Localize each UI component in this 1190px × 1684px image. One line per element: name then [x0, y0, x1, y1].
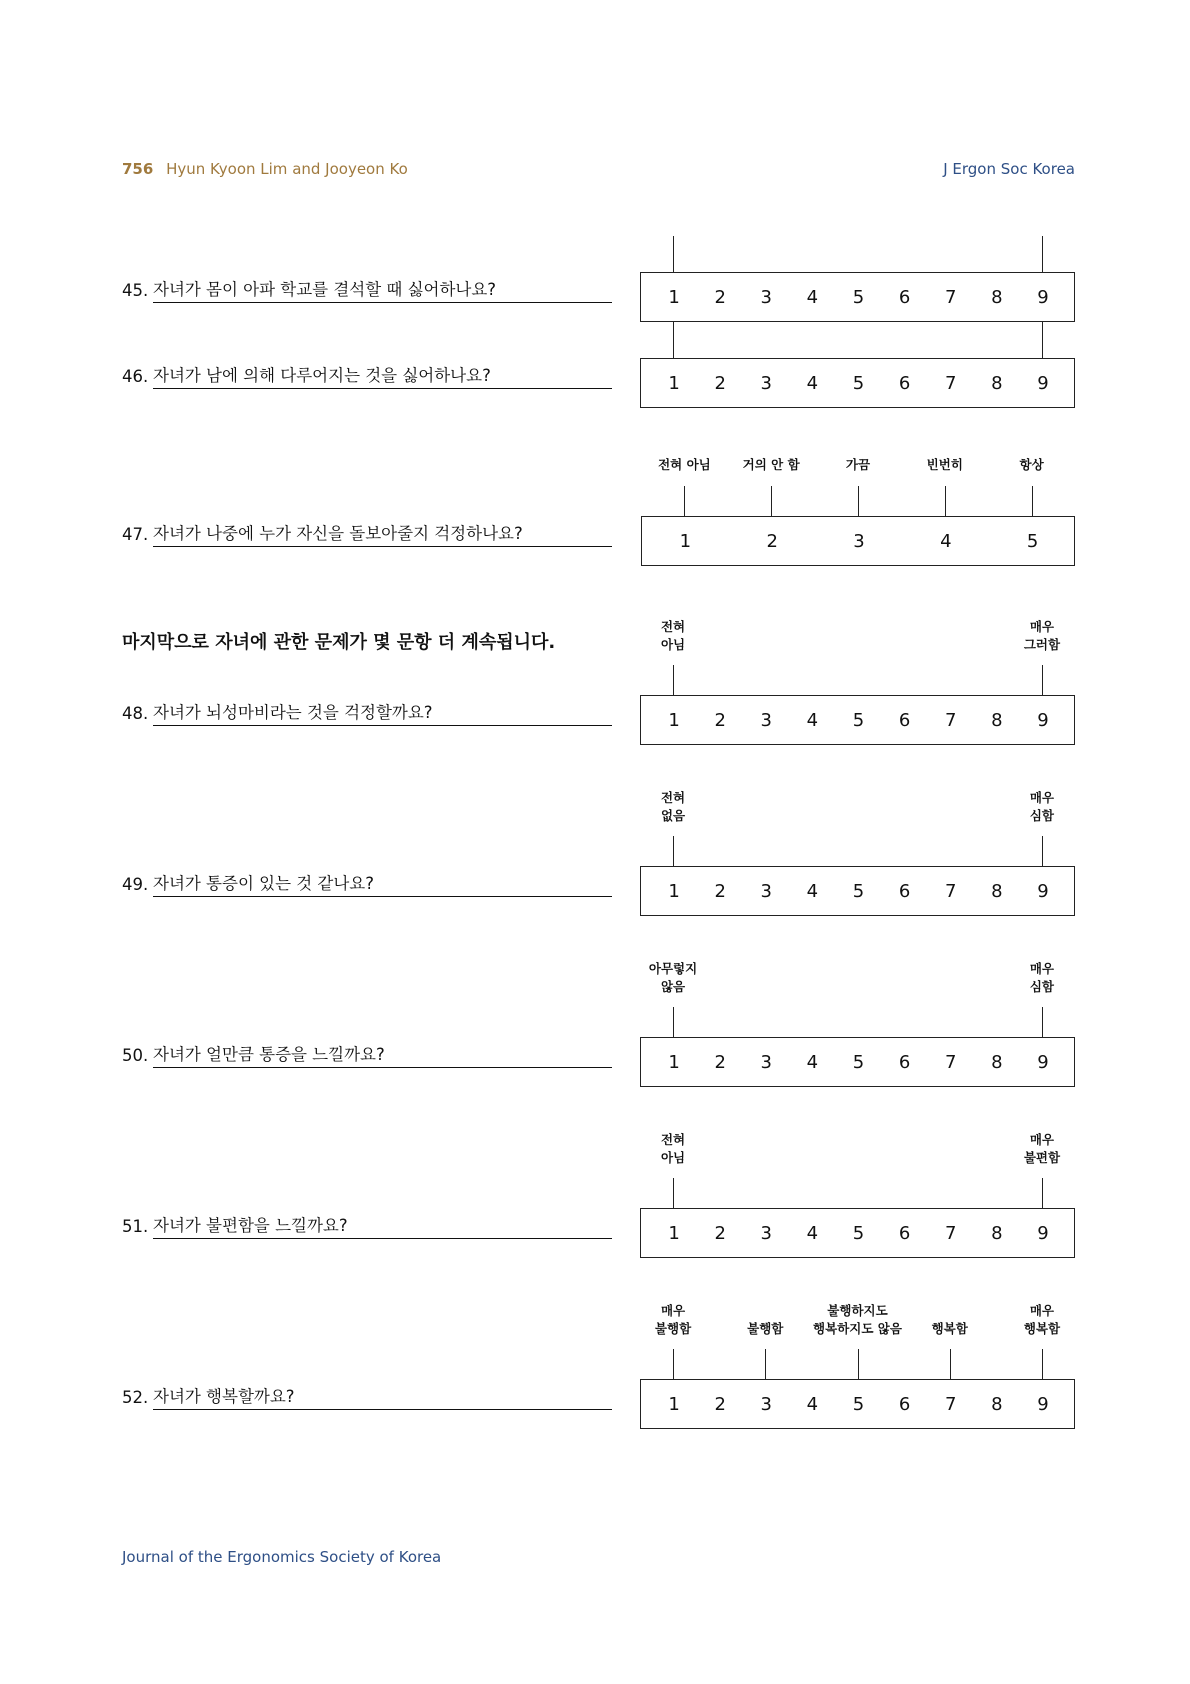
scale-option[interactable]: 7 — [944, 1393, 957, 1415]
scale-anchor-tick — [1042, 836, 1043, 866]
scale-option[interactable]: 7 — [944, 286, 957, 308]
scale-anchor-tick — [684, 486, 685, 516]
scale-anchor-label: 가끔 — [845, 457, 871, 472]
scale-anchor-label: 불행하지도 행복하지도 않음 — [813, 1303, 902, 1336]
question-50 — [122, 1046, 612, 1065]
scale-option[interactable]: 6 — [898, 286, 911, 308]
question-number: 45. — [122, 281, 149, 300]
scale-option[interactable]: 3 — [760, 286, 772, 308]
scale-option[interactable]: 9 — [1037, 372, 1049, 394]
scale-option[interactable]: 1 — [668, 1222, 680, 1244]
scale-anchor-label: 매우 심함 — [1029, 961, 1055, 994]
question-text: 자녀가 남에 의해 다루어지는 것을 싫어하나요? — [153, 362, 612, 389]
scale-option[interactable]: 8 — [991, 1393, 1003, 1415]
scale-option[interactable]: 2 — [714, 880, 726, 902]
scale-option[interactable]: 2 — [714, 709, 726, 731]
question-number: 47. — [122, 525, 149, 544]
scale-option[interactable]: 9 — [1037, 1222, 1049, 1244]
scale-anchor-label: 불행함 — [747, 1321, 784, 1336]
rating-scale — [641, 516, 1075, 566]
scale-option[interactable]: 1 — [668, 286, 680, 308]
question-48 — [122, 704, 612, 723]
rating-scale — [640, 866, 1075, 916]
scale-anchor-tick — [1042, 236, 1043, 272]
scale-option[interactable]: 7 — [944, 709, 957, 731]
scale-option[interactable]: 5 — [852, 880, 865, 902]
scale-anchor-tick — [673, 1007, 674, 1037]
scale-option[interactable]: 6 — [898, 880, 911, 902]
scale-option[interactable]: 1 — [679, 530, 692, 552]
scale-anchor-tick — [673, 322, 674, 358]
question-47 — [122, 525, 612, 544]
question-number: 46. — [122, 367, 149, 386]
scale-anchor-tick — [673, 1349, 674, 1379]
rating-scale — [640, 1208, 1075, 1258]
scale-option[interactable]: 1 — [668, 709, 680, 731]
question-text: 자녀가 통증이 있는 것 같나요? — [153, 870, 612, 897]
scale-option[interactable]: 3 — [760, 1051, 772, 1073]
question-52 — [122, 1388, 612, 1407]
scale-anchor-tick — [765, 1349, 766, 1379]
scale-option[interactable]: 9 — [1037, 1393, 1049, 1415]
scale-option[interactable]: 8 — [991, 1222, 1003, 1244]
scale-option[interactable]: 4 — [806, 1222, 819, 1244]
footer-journal: Journal of the Ergonomics Society of Korea — [122, 1548, 442, 1566]
question-number: 49. — [122, 875, 149, 894]
scale-option[interactable]: 1 — [668, 880, 680, 902]
scale-option[interactable]: 6 — [898, 372, 911, 394]
scale-anchor-tick — [1042, 322, 1043, 358]
scale-option[interactable]: 3 — [760, 1222, 772, 1244]
scale-option[interactable]: 4 — [806, 1051, 819, 1073]
scale-option[interactable]: 8 — [991, 709, 1003, 731]
rating-scale — [640, 1037, 1075, 1087]
rating-scale — [640, 272, 1075, 322]
running-header-left — [122, 160, 408, 178]
scale-option[interactable]: 8 — [991, 1051, 1003, 1073]
question-49 — [122, 875, 612, 894]
scale-option[interactable]: 3 — [760, 372, 772, 394]
question-45 — [122, 281, 612, 300]
scale-anchor-label: 행복함 — [931, 1321, 968, 1336]
question-number: 48. — [122, 704, 149, 723]
question-text: 자녀가 뇌성마비라는 것을 걱정할까요? — [153, 699, 612, 726]
scale-anchor-tick — [673, 236, 674, 272]
scale-option[interactable]: 2 — [714, 372, 726, 394]
scale-option[interactable]: 4 — [806, 880, 819, 902]
scale-anchor-label: 빈번히 — [926, 457, 963, 472]
scale-option[interactable]: 5 — [1026, 530, 1039, 552]
question-46 — [122, 367, 612, 386]
scale-option[interactable]: 9 — [1037, 1051, 1049, 1073]
scale-anchor-label: 매우 불행함 — [654, 1303, 692, 1336]
question-text: 자녀가 얼만큼 통증을 느낄까요? — [153, 1041, 612, 1068]
scale-anchor-label: 매우 불편함 — [1023, 1132, 1061, 1165]
scale-anchor-tick — [945, 486, 946, 516]
scale-option[interactable]: 7 — [944, 372, 957, 394]
scale-option[interactable]: 3 — [760, 1393, 772, 1415]
scale-option[interactable]: 6 — [898, 709, 911, 731]
section-notice: 마지막으로 자녀에 관한 문제가 몇 문항 더 계속됩니다. — [122, 632, 556, 653]
scale-option[interactable]: 4 — [806, 286, 819, 308]
scale-option[interactable]: 1 — [668, 1051, 680, 1073]
question-text: 자녀가 나중에 누가 자신을 돌보아줄지 걱정하나요? — [153, 520, 612, 547]
scale-option[interactable]: 7 — [944, 1051, 957, 1073]
scale-option[interactable]: 8 — [991, 880, 1003, 902]
page-number: 756 — [122, 160, 154, 178]
scale-option[interactable]: 2 — [766, 530, 778, 552]
scale-option[interactable]: 8 — [991, 372, 1003, 394]
scale-option[interactable]: 2 — [714, 1222, 726, 1244]
scale-anchor-tick — [858, 486, 859, 516]
scale-anchor-tick — [1042, 1349, 1043, 1379]
scale-option[interactable]: 9 — [1037, 880, 1049, 902]
scale-option[interactable]: 9 — [1037, 286, 1049, 308]
scale-anchor-tick — [673, 665, 674, 695]
rating-scale — [640, 1379, 1075, 1429]
scale-option[interactable]: 2 — [714, 1051, 726, 1073]
scale-option[interactable]: 5 — [852, 1393, 865, 1415]
scale-option[interactable]: 1 — [668, 1393, 680, 1415]
scale-anchor-label: 아무렇지 않음 — [648, 961, 698, 994]
scale-option[interactable]: 3 — [760, 709, 772, 731]
scale-option[interactable]: 3 — [853, 530, 865, 552]
question-51 — [122, 1217, 612, 1236]
question-text: 자녀가 행복할까요? — [153, 1383, 612, 1410]
rating-scale — [640, 358, 1075, 408]
scale-option[interactable]: 4 — [806, 709, 819, 731]
scale-option[interactable]: 6 — [898, 1222, 911, 1244]
scale-anchor-tick — [673, 1178, 674, 1208]
header-journal: J Ergon Soc Korea — [943, 160, 1075, 178]
scale-anchor-tick — [1042, 1178, 1043, 1208]
scale-anchor-label: 전혀 아님 — [660, 619, 686, 652]
scale-anchor-label: 전혀 없음 — [660, 790, 686, 823]
scale-option[interactable]: 4 — [940, 530, 952, 552]
scale-anchor-label: 항상 — [1019, 457, 1044, 472]
scale-option[interactable]: 2 — [714, 1393, 726, 1415]
scale-anchor-label: 전혀 아님 — [660, 1132, 686, 1165]
scale-anchor-tick — [1042, 665, 1043, 695]
question-number: 52. — [122, 1388, 149, 1407]
scale-option[interactable]: 5 — [852, 286, 865, 308]
question-number: 50. — [122, 1046, 149, 1065]
scale-option[interactable]: 1 — [668, 372, 680, 394]
scale-option[interactable]: 3 — [760, 880, 772, 902]
scale-anchor-tick — [1042, 1007, 1043, 1037]
scale-anchor-tick — [771, 486, 772, 516]
question-text: 자녀가 불편함을 느낄까요? — [153, 1212, 612, 1239]
scale-option[interactable]: 5 — [852, 1222, 865, 1244]
scale-option[interactable]: 7 — [944, 880, 957, 902]
scale-option[interactable]: 5 — [852, 1051, 865, 1073]
rating-scale — [640, 695, 1075, 745]
scale-anchor-label: 전혀 아님 — [658, 457, 711, 472]
scale-option[interactable]: 7 — [944, 1222, 957, 1244]
scale-option[interactable]: 4 — [806, 372, 819, 394]
scale-anchor-tick — [1032, 486, 1033, 516]
scale-option[interactable]: 9 — [1037, 709, 1049, 731]
question-text: 자녀가 몸이 아파 학교를 결석할 때 싫어하나요? — [153, 276, 612, 303]
scale-anchor-label: 매우 심함 — [1029, 790, 1055, 823]
scale-option[interactable]: 5 — [852, 709, 865, 731]
question-number: 51. — [122, 1217, 149, 1236]
scale-option[interactable]: 4 — [806, 1393, 819, 1415]
header-authors: Hyun Kyoon Lim and Jooyeon Ko — [166, 160, 408, 178]
scale-anchor-label: 거의 안 함 — [742, 457, 800, 472]
scale-anchor-label: 매우 행복함 — [1023, 1303, 1061, 1336]
scale-anchor-label: 매우 그러함 — [1023, 619, 1061, 652]
scale-option[interactable]: 6 — [898, 1051, 911, 1073]
scale-anchor-tick — [673, 836, 674, 866]
scale-option[interactable]: 6 — [898, 1393, 911, 1415]
scale-anchor-tick — [950, 1349, 951, 1379]
scale-anchor-tick — [858, 1349, 859, 1379]
scale-option[interactable]: 2 — [714, 286, 726, 308]
scale-option[interactable]: 5 — [852, 372, 865, 394]
scale-option[interactable]: 8 — [991, 286, 1003, 308]
